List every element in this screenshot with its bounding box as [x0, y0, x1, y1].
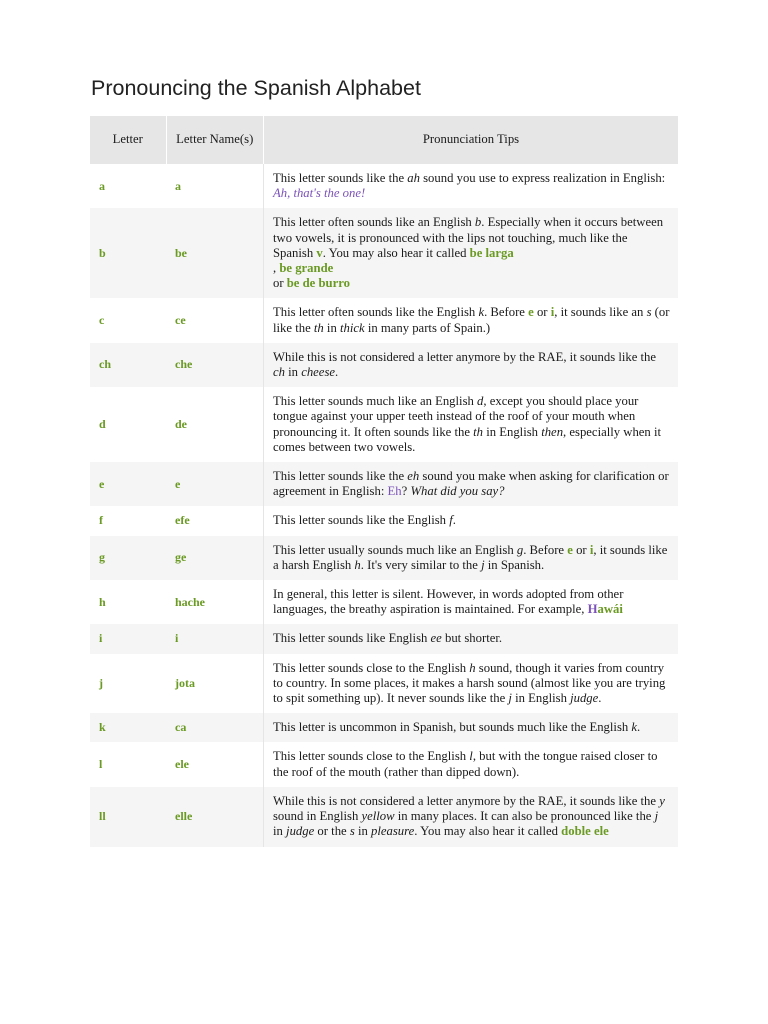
example-text: then	[541, 424, 564, 439]
tip-text: . Especially when it occurs between two vowels, it is pronounced with the lips not touching, much like the Spanish	[273, 215, 664, 260]
pronunciation-tip-cell	[264, 298, 679, 342]
example-text: ch	[273, 365, 285, 380]
letter-cell: l	[99, 757, 103, 772]
highlighted-term: be de burro	[286, 276, 350, 291]
example-text: ee	[430, 631, 442, 646]
example-text: ah	[407, 171, 420, 185]
pronunciation-tip-cell	[264, 343, 679, 387]
tip-text: This letter sounds much like an English	[273, 394, 478, 409]
table-header	[90, 116, 678, 164]
pronunciation-tip-cell	[264, 624, 679, 653]
letter-cell: a	[99, 178, 105, 193]
letter-name-cell: de	[166, 387, 264, 462]
letter-name-cell: ce	[166, 298, 264, 342]
tip-text: While this is not considered a letter anymore by the RAE, it sounds like the	[273, 793, 660, 808]
table-row	[90, 654, 678, 714]
letter-name-cell: be	[166, 208, 264, 298]
letter-name-cell: jota	[166, 654, 264, 714]
letter-cell: ll	[90, 787, 166, 847]
tip-text: .	[335, 365, 339, 380]
table-row	[90, 298, 678, 342]
letter-cell: j	[99, 675, 103, 690]
pronunciation-tip-cell	[264, 787, 679, 847]
example-text: y	[659, 793, 665, 808]
letter-name-cell: elle	[166, 787, 264, 847]
highlighted-term: e	[528, 305, 534, 320]
letter-name-cell: che	[166, 343, 264, 387]
pronunciation-tip-cell	[264, 654, 679, 714]
letter-name-cell: efe	[166, 506, 264, 535]
letter-name-cell: i	[166, 624, 264, 653]
header-letter-names: Letter Name(s)	[166, 116, 264, 164]
example-text: h	[354, 557, 361, 572]
tip-text: . Before	[523, 542, 568, 557]
tip-text: This letter sounds close to the English	[273, 749, 470, 764]
example-text: yellow	[361, 809, 395, 824]
tip-text: sound in English	[273, 809, 362, 824]
tip-text: .	[637, 720, 641, 735]
example-text: d	[477, 394, 484, 409]
tip-text: This letter sounds like the	[273, 171, 408, 185]
tip-text: in	[273, 824, 287, 839]
pronunciation-tip-cell	[264, 713, 679, 742]
table-row	[90, 742, 678, 786]
tip-text: in	[323, 320, 340, 335]
tip-text: , it sounds like an	[554, 305, 647, 320]
tip-text: ?	[401, 484, 411, 499]
tip-text: While this is not considered a letter anymore by the RAE, it sounds like the	[273, 349, 657, 364]
highlighted-term: awái	[597, 602, 623, 617]
letter-cell: h	[99, 594, 106, 609]
tip-text: , except you should place your tongue against your upper teeth instead of the roof of your mouth when pronouncing it. It often sounds like the	[273, 394, 639, 439]
highlighted-term: be larga	[469, 245, 514, 260]
tip-text: sound you use to express realization in English:	[419, 171, 666, 185]
tip-text: but shorter.	[441, 631, 503, 646]
table-row	[90, 536, 678, 580]
example-text: k	[631, 720, 638, 735]
example-text: j	[481, 557, 485, 572]
example-text: b	[474, 215, 482, 230]
example-text: th	[313, 320, 324, 335]
example-text: l	[469, 749, 473, 764]
highlighted-term: doble ele	[561, 824, 609, 839]
tip-text: or	[533, 305, 551, 320]
example-text: g	[516, 542, 524, 557]
letter-cell: i	[90, 624, 166, 653]
example-text: pleasure	[371, 824, 415, 839]
example-text: s	[646, 305, 652, 320]
pronunciation-tip-cell	[264, 164, 679, 208]
tip-text: This letter sounds like the English	[273, 513, 450, 528]
table-row	[90, 624, 678, 653]
tip-text: This letter often sounds like the English	[273, 305, 479, 320]
tip-text: ,	[273, 261, 280, 276]
example-text: Ah, that's the one!	[273, 186, 366, 201]
letter-name-cell: e	[166, 462, 264, 506]
letter-cell: c	[99, 313, 105, 328]
highlighted-term: e	[567, 542, 573, 557]
letter-cell: f	[99, 513, 103, 528]
example-text: th	[473, 424, 484, 439]
example-text: j	[654, 809, 659, 824]
letter-name-cell: ca	[166, 713, 264, 742]
header-pronunciation-tips: Pronunciation Tips	[264, 116, 679, 164]
tip-text: in English	[511, 691, 571, 706]
example-text: j	[508, 691, 512, 706]
pronunciation-tip-cell	[264, 536, 679, 580]
letter-cell: ch	[90, 343, 166, 387]
letter-cell: d	[99, 417, 106, 432]
alphabet-table	[90, 116, 678, 847]
table-row	[90, 580, 678, 624]
example-text: Eh	[387, 484, 402, 499]
letter-name-cell: a	[166, 164, 264, 208]
pronunciation-tip-cell	[264, 208, 679, 298]
highlighted-term: i	[550, 305, 555, 320]
header-letter: Letter	[90, 116, 166, 164]
tip-text: sound, though it varies from country to country. In some places, it makes a harsh sound (almost like you are trying to spit something up). It never sounds like the	[273, 660, 666, 706]
tip-text: . Before	[484, 305, 529, 320]
pronunciation-tip-cell	[264, 506, 679, 535]
tip-text: In general, this letter is silent. However, in words adopted from other languages, the breathy aspiration is maintained. For example,	[273, 587, 624, 617]
tip-text: .	[598, 691, 602, 706]
example-text: judge	[570, 691, 599, 706]
pronunciation-tip-cell	[264, 580, 679, 624]
highlighted-term: i	[589, 542, 594, 557]
table-row	[90, 387, 678, 462]
tip-text: in	[284, 365, 302, 380]
tip-text: or the	[314, 824, 350, 839]
example-text: cheese	[301, 365, 336, 380]
example-text: eh	[407, 469, 420, 484]
letter-name-cell: ele	[166, 742, 264, 786]
letter-name-cell: hache	[166, 580, 264, 624]
tip-text: in	[354, 824, 371, 839]
table-row	[90, 787, 678, 847]
letter-cell: k	[90, 713, 166, 742]
tip-text: or	[273, 276, 287, 291]
pronunciation-tip-cell	[264, 742, 679, 786]
example-text: s	[349, 824, 355, 839]
example-text: f	[449, 513, 453, 528]
table-body	[90, 164, 678, 847]
example-text: thick	[339, 320, 365, 335]
tip-text: , but with the tongue raised closer to the roof of the mouth (rather than dipped down).	[273, 749, 658, 779]
letter-cell: g	[90, 536, 166, 580]
tip-text: This letter sounds like English	[273, 631, 431, 646]
tip-text: in English	[483, 424, 542, 439]
tip-text: , it sounds like a harsh English	[273, 542, 668, 572]
tip-text: in Spanish.	[484, 557, 545, 572]
tip-text: (or like the	[273, 305, 670, 335]
letter-cell: e	[90, 462, 166, 506]
pronunciation-tip-cell	[264, 462, 679, 506]
table-row	[90, 462, 678, 506]
highlighted-term: H	[587, 602, 598, 617]
table-row	[90, 343, 678, 387]
tip-text: in many places. It can also be pronounced like the	[394, 809, 655, 824]
table-row	[90, 713, 678, 742]
tip-text: , especially when it comes between two vowels.	[273, 424, 661, 454]
tip-text: . It's very similar to the	[360, 557, 482, 572]
example-text: judge	[286, 824, 315, 839]
highlighted-term: v	[316, 245, 323, 260]
tip-text: in many parts of Spain.)	[364, 320, 491, 335]
tip-text: or	[572, 542, 590, 557]
example-text: What did you say?	[410, 484, 505, 499]
tip-text: This letter is uncommon in Spanish, but sounds much like the English	[273, 720, 632, 735]
tip-text: sound you make when asking for clarification or agreement in English:	[273, 469, 669, 499]
highlighted-term: be grande	[279, 261, 334, 276]
pronunciation-tip-cell	[264, 387, 679, 462]
tip-text: .	[452, 513, 456, 528]
table-row	[90, 208, 678, 298]
tip-text: . You may also hear it called	[414, 824, 562, 839]
letter-cell: b	[90, 208, 166, 298]
table-row	[90, 164, 678, 208]
example-text: h	[469, 660, 476, 675]
tip-text: This letter sounds close to the English	[273, 660, 470, 675]
tip-text: . You may also hear it called	[322, 245, 470, 260]
tip-text: This letter usually sounds much like an English	[273, 542, 517, 557]
table-row	[90, 506, 678, 535]
tip-text: This letter often sounds like an English	[273, 215, 475, 230]
page-title: Pronouncing the Spanish Alphabet	[91, 76, 421, 100]
example-text: k	[478, 305, 485, 320]
tip-text: This letter sounds like the	[273, 469, 408, 484]
letter-name-cell: ge	[166, 536, 264, 580]
